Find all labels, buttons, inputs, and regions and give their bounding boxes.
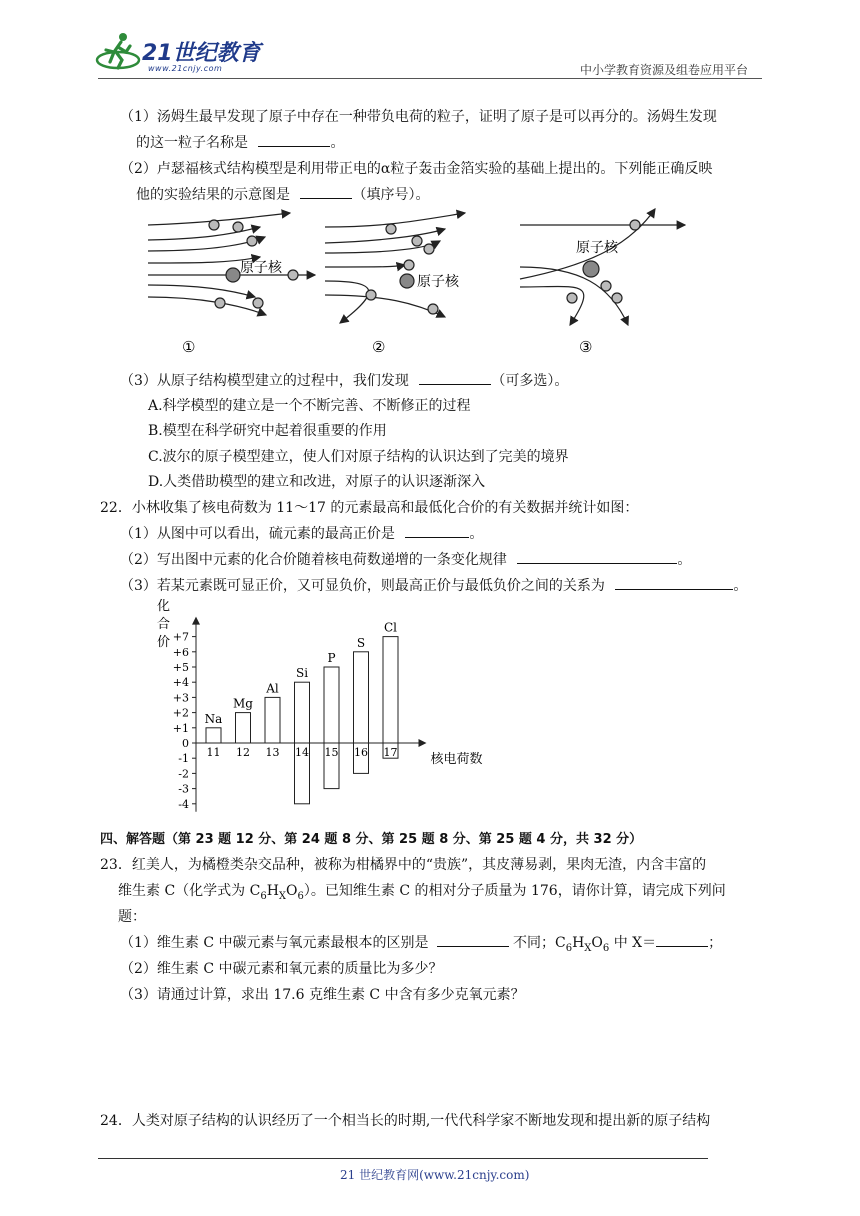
footer-divider — [98, 1158, 708, 1159]
text: H — [572, 935, 585, 951]
q21-p2-line1: （2）卢瑟福核式结构模型是利用带正电的α粒子轰击金箔实验的基础上提出的。下列能正确反映 — [120, 161, 713, 177]
q23-stem-line3: 题： — [118, 909, 146, 925]
element-label: Si — [295, 666, 309, 681]
q22-stem: 22．小林收集了核电荷数为 11～17 的元素最高和最低化合价的有关数据并统计如图： — [100, 500, 639, 516]
punct: 。 — [733, 578, 748, 594]
option-d: D.人类借助模型的建立和改进，对原子的认识逐渐深入 — [148, 474, 486, 490]
text: 维生素 C（化学式为 C — [118, 883, 261, 899]
y-tick-label: -3 — [178, 782, 189, 796]
q23-stem-line1: 23．红美人，为橘橙类杂交品种，被称为柑橘界中的“贵族”，其皮薄易剥，果肉无渣，内含丰富的 — [100, 857, 707, 873]
text: 不同；C — [512, 935, 566, 951]
bar-positive — [324, 667, 339, 743]
text: H — [266, 883, 279, 899]
answer-blank[interactable] — [258, 132, 330, 147]
element-label: Cl — [383, 620, 398, 635]
y-tick-label: +4 — [172, 676, 189, 690]
element-label: Mg — [233, 696, 253, 711]
y-tick-label: +2 — [172, 706, 189, 720]
q23-p3: （3）请通过计算，求出 17.6 克维生素 C 中含有多少克氧元素？ — [120, 987, 525, 1003]
y-tick-label: -2 — [178, 767, 189, 781]
x-tick-label: 13 — [265, 746, 280, 759]
diagram-2 — [325, 213, 465, 323]
y-axis-arrow — [192, 617, 200, 625]
y-tick-label: +3 — [172, 691, 189, 705]
punct: （填序号）。 — [352, 187, 430, 203]
x-tick-label: 12 — [236, 746, 250, 759]
text: 中 X＝ — [609, 935, 657, 951]
x-axis-label: 核电荷数 — [430, 752, 483, 767]
option-b: B.模型在科学研究中起着很重要的作用 — [148, 423, 387, 439]
punct: 。 — [469, 526, 484, 542]
answer-blank[interactable] — [437, 932, 509, 947]
q22-p2 — [120, 549, 691, 569]
answer-blank[interactable] — [300, 184, 352, 199]
q23-p1 — [120, 932, 722, 954]
q21-p2-line2 — [136, 184, 429, 204]
x-tick-label: 17 — [383, 746, 398, 759]
q21-p2-text: 他的实验结果的示意图是 — [136, 187, 290, 203]
runner-logo-icon — [96, 30, 146, 76]
bar-positive — [383, 637, 398, 743]
q22-p1 — [120, 523, 483, 543]
header-logo — [96, 30, 266, 76]
diagram-3 — [520, 209, 685, 325]
x-tick-label: 16 — [354, 746, 368, 759]
text: O — [591, 935, 603, 951]
x-tick-label: 15 — [324, 746, 339, 759]
alpha-scattering-diagrams — [140, 205, 700, 365]
text: O — [286, 883, 298, 899]
logo-text: 21世纪教育 — [142, 41, 261, 66]
punct: 。 — [330, 135, 345, 151]
subscript: 6 — [602, 942, 610, 954]
subscript: 6 — [297, 890, 304, 902]
q21-p1-text: 的这一粒子名称是 — [136, 135, 248, 151]
element-label: P — [327, 651, 336, 665]
text: ）。已知维生素 C 的相对分子质量为 176，请你计算，请完成下列问 — [303, 883, 726, 899]
site-title: 中小学教育资源及组卷应用平台 — [580, 63, 749, 77]
diagram-3-label: ③ — [579, 338, 593, 356]
q21-p1-line2 — [136, 132, 344, 152]
x-tick-label: 11 — [206, 746, 221, 759]
q21-p3-text: （3）从原子结构模型建立的过程中，我们发现 — [120, 373, 409, 389]
x-axis-arrow — [419, 739, 427, 747]
section-4-title: 四、解答题（第 23 题 12 分、第 24 题 8 分、第 25 题 8 分、第 25 题 4 分，共 32 分） — [100, 832, 643, 847]
answer-blank[interactable] — [656, 932, 708, 947]
answer-blank[interactable] — [419, 370, 491, 385]
punct: ； — [708, 935, 723, 951]
diagram-1-label: ① — [182, 338, 196, 356]
y-tick-label: -4 — [178, 797, 189, 811]
footer-text: 21 世纪教育网(www.21cnjy.com) — [340, 1168, 530, 1182]
element-label: S — [356, 635, 366, 650]
option-c: C.波尔的原子模型建立，使人们对原子结构的认识达到了完美的境界 — [148, 449, 569, 465]
y-axis-label-char: 化 — [157, 599, 171, 614]
bar-positive — [265, 697, 280, 743]
y-tick-label: +5 — [172, 661, 189, 674]
y-axis-label-char: 合 — [157, 617, 171, 632]
y-tick-label: 0 — [182, 737, 189, 750]
q21-p1-line1: （1）汤姆生最早发现了原子中存在一种带负电荷的粒子，证明了原子是可以再分的。汤姆生发现 — [120, 109, 717, 125]
q22-p3-text: （3）若某元素既可显正价，又可显负价，则最高正价与最低负价之间的关系为 — [120, 578, 605, 594]
answer-blank[interactable] — [517, 549, 677, 564]
bar-positive — [206, 728, 221, 743]
bar-positive — [236, 713, 251, 743]
q24-stem: 24．人类对原子结构的认识经历了一个相当长的时期,一代代科学家不断地发现和提出新的原子结构 — [100, 1113, 711, 1129]
text: （1）维生素 C 中碳元素与氧元素最根本的区别是 — [120, 935, 429, 951]
y-tick-label: -1 — [178, 752, 189, 766]
y-tick-label: +6 — [172, 645, 189, 659]
x-tick-label: 14 — [295, 746, 309, 759]
q23-p2: （2）维生素 C 中碳元素和氧元素的质量比为多少？ — [120, 961, 443, 977]
answer-blank[interactable] — [405, 523, 469, 538]
valence-chart — [150, 598, 483, 820]
diagram-2-label: ② — [372, 338, 386, 356]
answer-blank[interactable] — [615, 575, 733, 590]
diagram-3-nucleus-label: 原子核 — [576, 240, 618, 256]
q22-p1-text: （1）从图中可以看出，硫元素的最高正价是 — [120, 526, 395, 542]
q21-p3 — [120, 370, 568, 390]
subscript: X — [278, 890, 287, 902]
q23-stem-line2 — [118, 880, 726, 902]
punct: （可多选）。 — [491, 373, 569, 389]
subscript: 6 — [260, 890, 267, 902]
q22-p2-text: （2）写出图中元素的化合价随着核电荷数递增的一条变化规律 — [120, 552, 507, 568]
diagram-1 — [148, 213, 315, 315]
logo-url: www.21cnjy.com — [148, 64, 223, 73]
q22-p3 — [120, 575, 747, 595]
y-tick-label: +7 — [172, 630, 189, 644]
element-label: Al — [266, 681, 279, 696]
y-axis-label-char: 价 — [157, 635, 171, 650]
bar-positive — [354, 652, 369, 743]
subscript: X — [584, 942, 592, 954]
header-divider — [98, 78, 762, 79]
punct: 。 — [677, 552, 692, 568]
diagram-1-nucleus-label: 原子核 — [240, 260, 282, 276]
subscript: 6 — [565, 942, 573, 954]
option-a: A.科学模型的建立是一个不断完善、不断修正的过程 — [148, 398, 471, 414]
element-label: Na — [204, 711, 223, 726]
bar-positive — [295, 682, 310, 743]
y-tick-label: +1 — [172, 721, 189, 735]
diagram-2-nucleus-label: 原子核 — [417, 274, 459, 290]
